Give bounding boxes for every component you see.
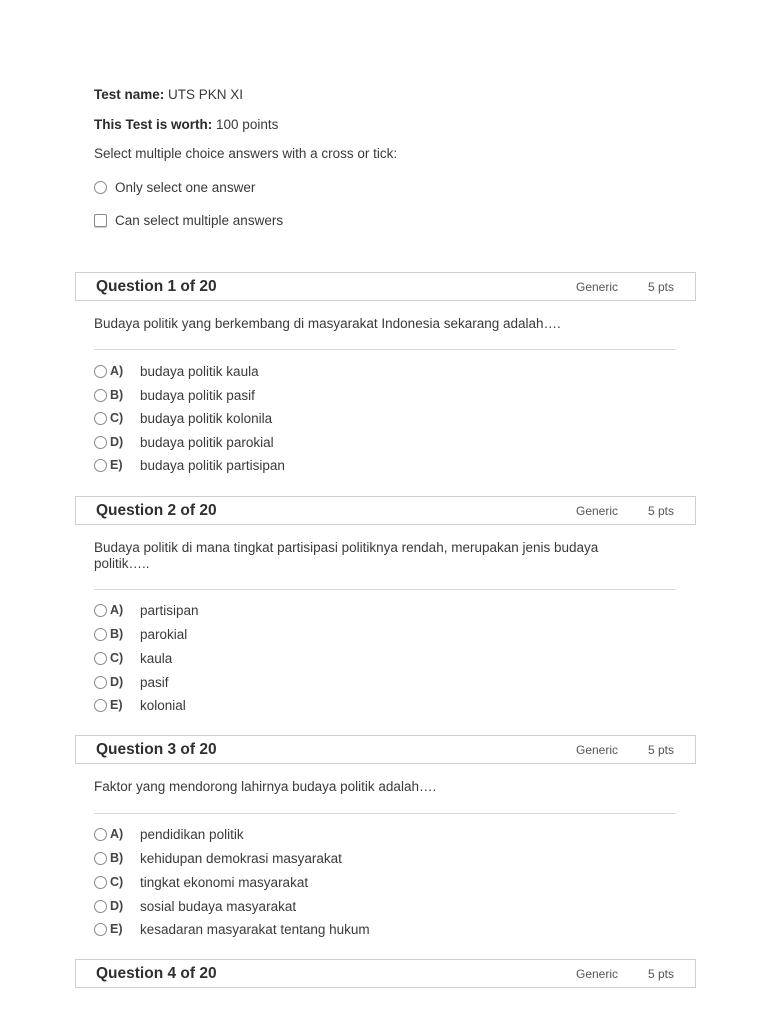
- answer-option[interactable]: [94, 673, 169, 691]
- option-text: budaya politik partisipan: [140, 457, 285, 473]
- question-title: Question 3 of 20: [96, 741, 217, 758]
- answer-option[interactable]: [94, 649, 172, 667]
- divider: [94, 813, 675, 814]
- option-text: kehidupan demokrasi masyarakat: [140, 850, 342, 866]
- option-text: pasif: [140, 674, 169, 690]
- option-letter: E): [110, 458, 123, 472]
- radio-button[interactable]: [94, 628, 107, 641]
- question-header: [75, 496, 696, 525]
- divider: [94, 349, 675, 350]
- question-text: Budaya politik yang berkembang di masyarakat Indonesia sekarang adalah….: [94, 316, 561, 331]
- question-title: Question 2 of 20: [96, 502, 217, 519]
- question-type: Generic: [576, 280, 619, 294]
- option-text: budaya politik parokial: [140, 434, 274, 450]
- option-text: budaya politik kaula: [140, 363, 259, 379]
- answer-option[interactable]: [94, 601, 199, 619]
- legend-single-label: Only select one answer: [115, 179, 256, 195]
- test-name-label: Test name:: [94, 87, 165, 102]
- option-text: budaya politik kolonila: [140, 410, 273, 426]
- legend-single-answer: [94, 178, 255, 196]
- option-text: tingkat ekonomi masyarakat: [140, 874, 309, 890]
- radio-button[interactable]: [94, 412, 107, 425]
- option-letter: A): [110, 603, 124, 617]
- answer-option[interactable]: [94, 386, 255, 404]
- radio-button[interactable]: [94, 828, 107, 841]
- option-text: kesadaran masyarakat tentang hukum: [140, 921, 370, 937]
- question-points: 5 pts: [648, 743, 675, 757]
- question-header: [75, 735, 696, 764]
- radio-button[interactable]: [94, 900, 107, 913]
- option-letter: B): [110, 388, 124, 402]
- radio-icon: [94, 181, 107, 194]
- option-letter: D): [110, 899, 124, 913]
- option-text: partisipan: [140, 602, 199, 618]
- option-text: kolonial: [140, 697, 186, 713]
- answer-option[interactable]: [94, 696, 186, 714]
- radio-button[interactable]: [94, 852, 107, 865]
- radio-button[interactable]: [94, 699, 107, 712]
- question-text: Budaya politik di mana tingkat partisipasi politiknya rendah, merupakan jenis budaya politik…..: [94, 540, 599, 571]
- test-worth-value: 100 points: [216, 117, 279, 132]
- radio-button[interactable]: [94, 436, 107, 449]
- option-text: budaya politik pasif: [140, 387, 255, 403]
- radio-button[interactable]: [94, 876, 107, 889]
- question-type: Generic: [576, 967, 619, 981]
- option-text: sosial budaya masyarakat: [140, 898, 297, 914]
- answer-option[interactable]: [94, 920, 370, 938]
- answer-option[interactable]: [94, 897, 296, 915]
- option-letter: A): [110, 364, 124, 378]
- question-header: [75, 959, 696, 988]
- option-text: kaula: [140, 650, 173, 666]
- option-letter: C): [110, 875, 124, 889]
- option-letter: D): [110, 675, 124, 689]
- question-points: 5 pts: [648, 280, 675, 294]
- answer-option[interactable]: [94, 456, 285, 474]
- question-header: [75, 272, 696, 301]
- radio-button[interactable]: [94, 389, 107, 402]
- test-worth-line: [94, 117, 278, 132]
- divider: [94, 589, 675, 590]
- option-letter: E): [110, 922, 123, 936]
- answer-option[interactable]: [94, 409, 272, 427]
- option-letter: B): [110, 851, 124, 865]
- legend-multiple-answers: [94, 211, 283, 229]
- radio-button[interactable]: [94, 365, 107, 378]
- radio-button[interactable]: [94, 459, 107, 472]
- option-letter: E): [110, 698, 123, 712]
- question-type: Generic: [576, 743, 619, 757]
- radio-button[interactable]: [94, 676, 107, 689]
- test-name-line: [94, 87, 243, 102]
- question-points: 5 pts: [648, 967, 675, 981]
- option-letter: C): [110, 651, 124, 665]
- instructions: Select multiple choice answers with a cross or tick:: [94, 146, 398, 161]
- test-worth-label: This Test is worth:: [94, 117, 213, 132]
- option-letter: D): [110, 435, 124, 449]
- question-text: Faktor yang mendorong lahirnya budaya politik adalah….: [94, 779, 437, 794]
- legend-multiple-label: Can select multiple answers: [115, 212, 284, 228]
- option-letter: C): [110, 411, 124, 425]
- test-name-value: UTS PKN XI: [168, 87, 244, 102]
- option-letter: A): [110, 827, 124, 841]
- question-title: Question 4 of 20: [96, 965, 217, 982]
- option-text: parokial: [140, 626, 188, 642]
- answer-option[interactable]: [94, 873, 308, 891]
- answer-option[interactable]: [94, 849, 342, 867]
- radio-button[interactable]: [94, 652, 107, 665]
- radio-button[interactable]: [94, 923, 107, 936]
- question-points: 5 pts: [648, 504, 675, 518]
- answer-option[interactable]: [94, 625, 187, 643]
- answer-option[interactable]: [94, 825, 244, 843]
- answer-option[interactable]: [94, 362, 259, 380]
- option-text: pendidikan politik: [140, 826, 244, 842]
- checkbox-icon: [94, 214, 107, 227]
- question-title: Question 1 of 20: [96, 278, 217, 295]
- option-letter: B): [110, 627, 124, 641]
- radio-button[interactable]: [94, 604, 107, 617]
- question-type: Generic: [576, 504, 619, 518]
- answer-option[interactable]: [94, 433, 274, 451]
